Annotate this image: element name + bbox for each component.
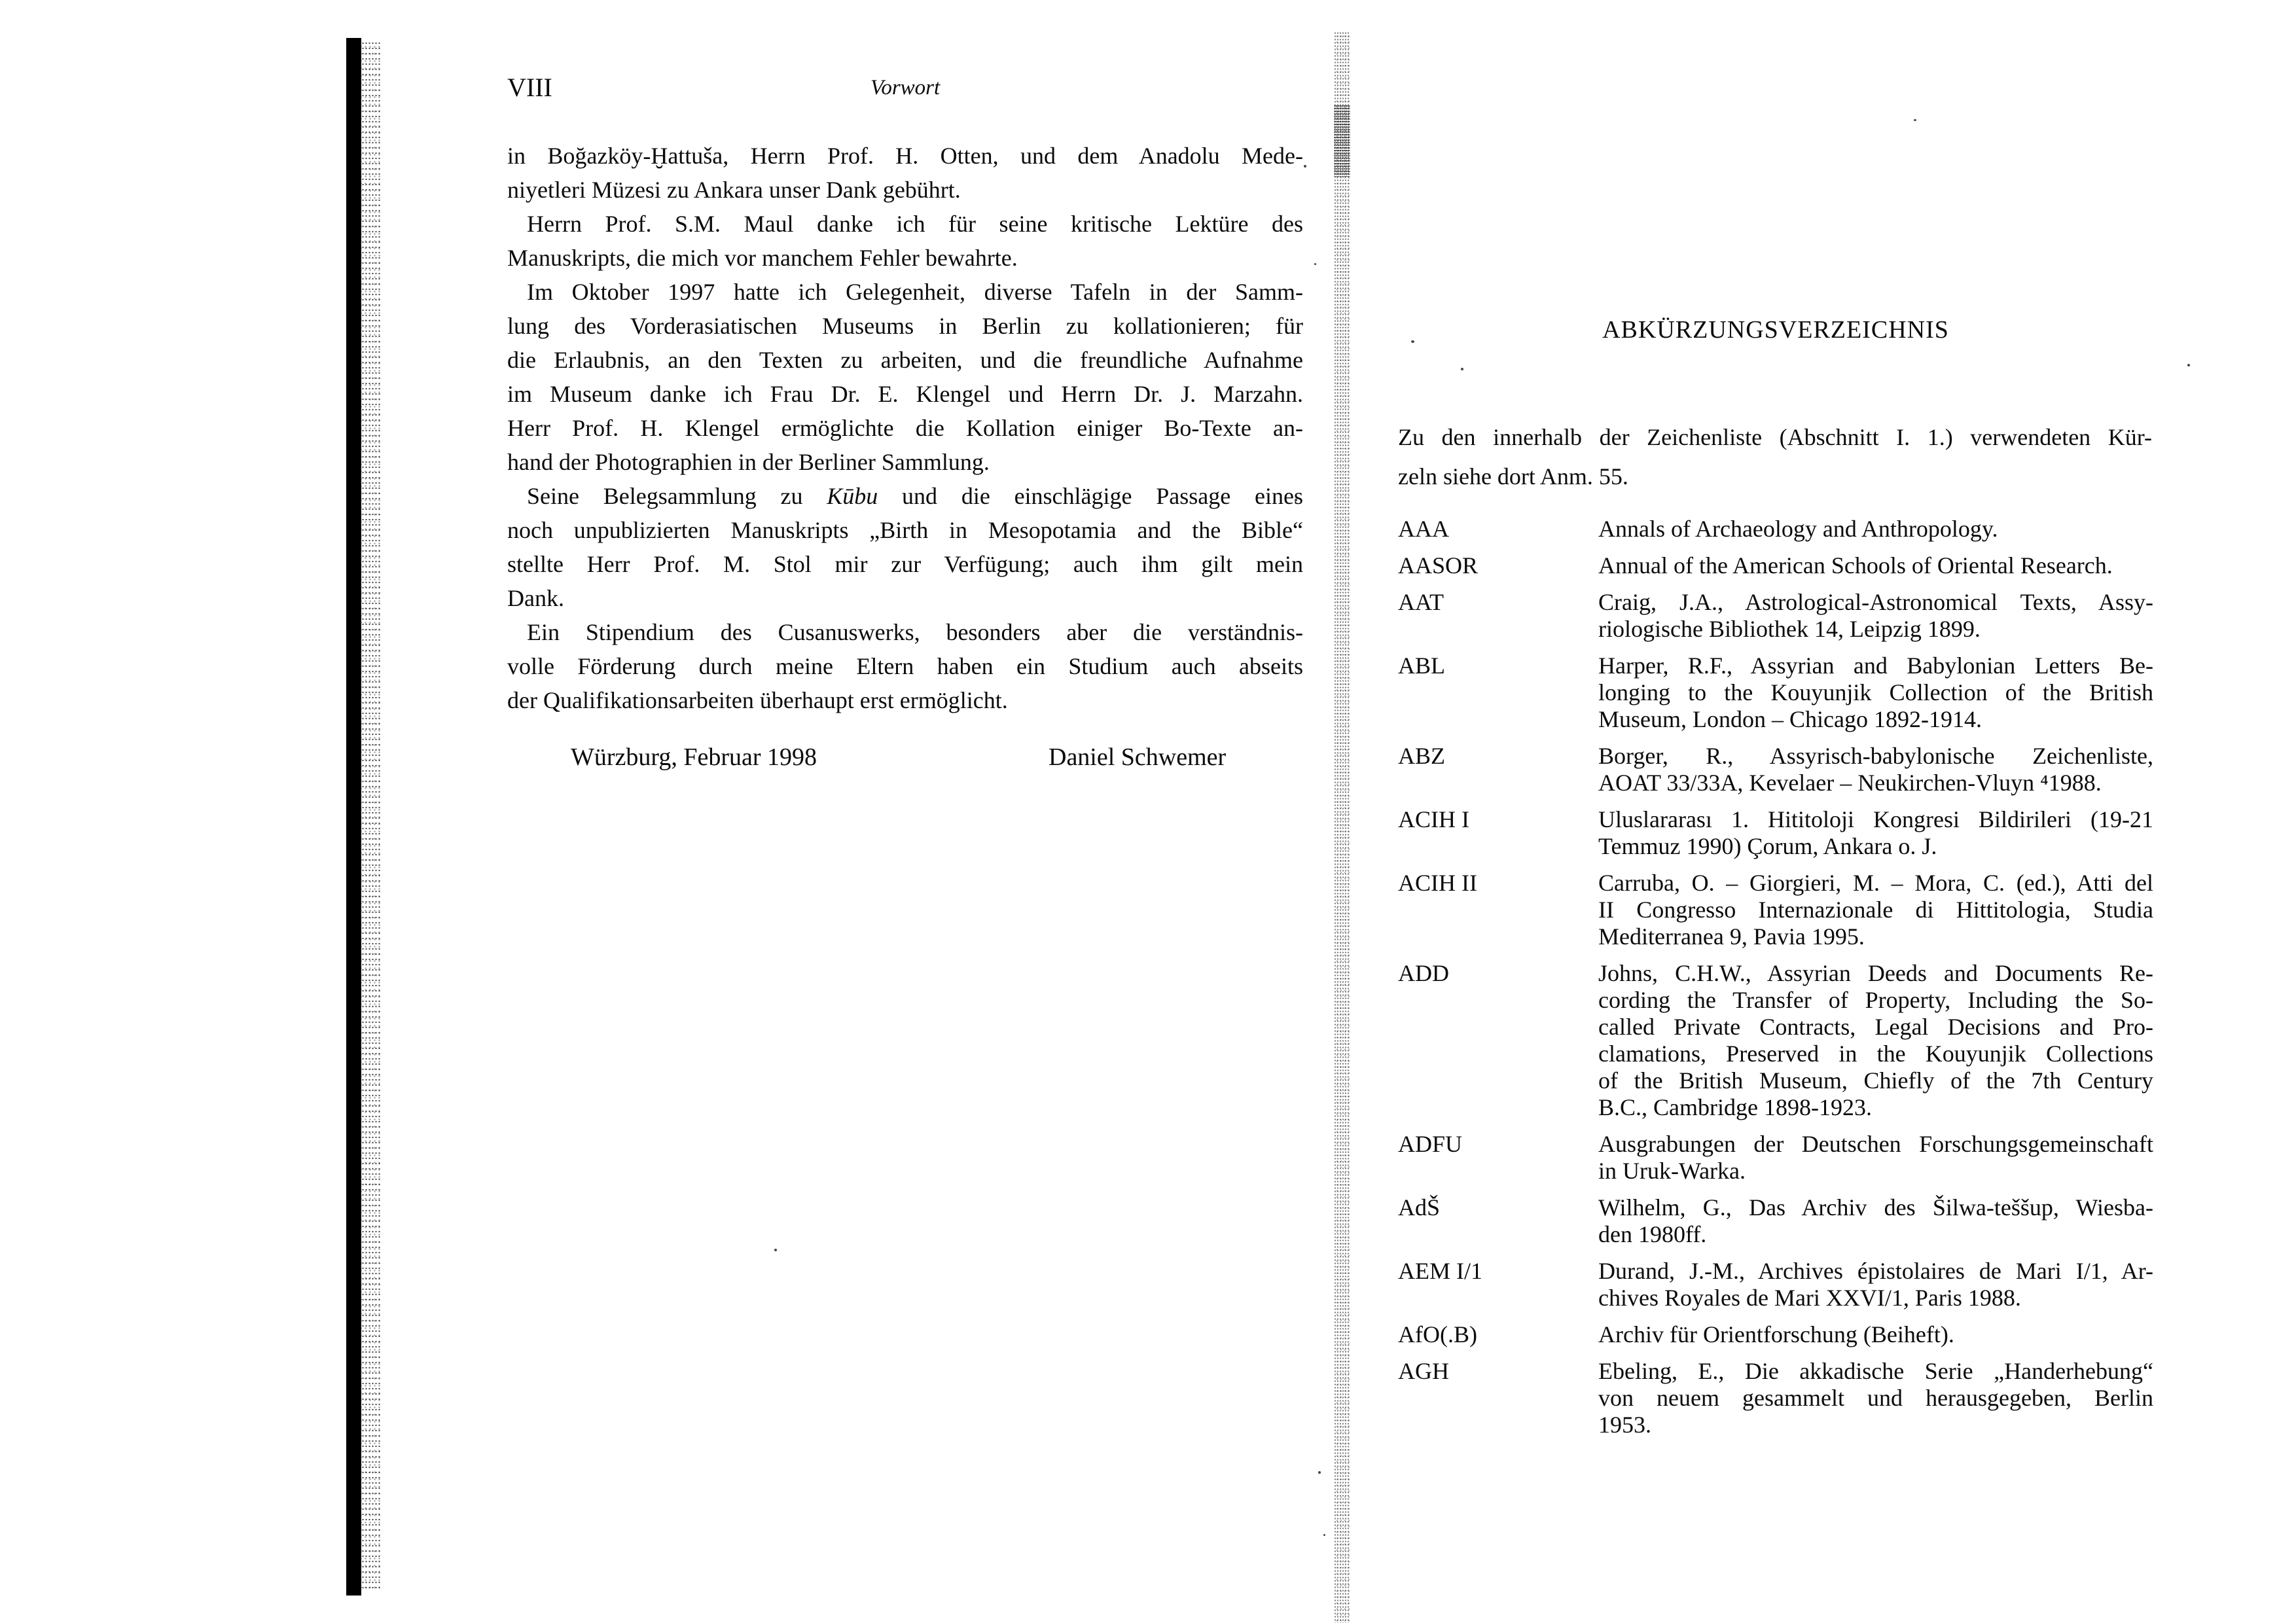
- abbreviation-definition: [1598, 1321, 2153, 1348]
- abbreviation-definition: [1598, 1258, 2153, 1311]
- text-line: Ein Stipendium des Cusanuswerks, besonders aber die verständnis-: [527, 619, 1303, 645]
- abbreviation-entry: [1398, 552, 2153, 579]
- abbreviation-definition: [1598, 960, 2153, 1121]
- abbreviation-definition: [1598, 589, 2153, 643]
- abbreviation-entry: [1398, 1131, 2153, 1185]
- text-line: in Boğazköy-Ḫattuša, Herrn Prof. H. Otten, und dem Anadolu Mede-: [507, 143, 1303, 169]
- text-line: AOAT 33/33A, Kevelaer – Neukirchen-Vluyn ⁴1988.: [1598, 770, 2102, 796]
- abbreviation-definition: [1598, 743, 2153, 796]
- signature-author: Daniel Schwemer: [1049, 743, 1227, 771]
- text-segment: und die einschlägige Passage eines: [878, 483, 1303, 509]
- abbreviation-entry: [1398, 1358, 2153, 1438]
- text-line: zeln siehe dort Anm. 55.: [1398, 463, 1628, 490]
- abbreviation-label: AGH: [1398, 1358, 1449, 1384]
- text-line: Carruba, O. – Giorgieri, M. – Mora, C. (ed.), Atti del: [1598, 870, 2153, 896]
- book-spine-shadow-fringe: [361, 41, 381, 1592]
- abbreviation-label: AdŠ: [1398, 1194, 1441, 1221]
- text-line: cording the Transfer of Property, Including the So-: [1598, 987, 2153, 1013]
- paragraph: [507, 479, 1303, 615]
- text-line: lung des Vorderasiatischen Museums in Berlin zu kollationieren; für: [507, 313, 1303, 339]
- abbreviation-entry: [1398, 516, 2153, 543]
- abbreviation-entry: [1398, 743, 2153, 796]
- scan-speck: [1461, 368, 1463, 370]
- text-line: von neuem gesammelt und herausgegeben, Berlin: [1598, 1385, 2153, 1411]
- text-line: Archiv für Orientforschung (Beiheft).: [1598, 1321, 1954, 1347]
- abbreviation-label: AASOR: [1398, 552, 1479, 579]
- text-line: Manuskripts, die mich vor manchem Fehler bewahrte.: [507, 245, 1018, 271]
- text-line: in Uruk-Warka.: [1598, 1158, 1746, 1184]
- vorwort-body-text: [507, 139, 1303, 717]
- abbreviation-entry: [1398, 1321, 2153, 1348]
- abbreviation-definition: [1598, 870, 2153, 950]
- left-page-vorwort: [507, 72, 1303, 771]
- abbreviation-entry: [1398, 1194, 2153, 1248]
- abbreviation-definition: [1598, 552, 2153, 579]
- text-line: die Erlaubnis, an den Texten zu arbeiten, und die freundliche Aufnahme: [507, 347, 1303, 373]
- text-line: Johns, C.H.W., Assyrian Deeds and Documents Re-: [1598, 960, 2153, 986]
- abbreviation-label: AAA: [1398, 516, 1449, 542]
- running-head: Vorwort: [870, 76, 941, 99]
- text-line: 1953.: [1598, 1412, 1651, 1438]
- text-line: II Congresso Internazionale di Hittitologia, Studia: [1598, 897, 2153, 923]
- abbreviation-entry: [1398, 1258, 2153, 1311]
- left-page-header: [507, 72, 1303, 106]
- abbreviation-label: ABZ: [1398, 743, 1445, 769]
- scan-speck: [1323, 1534, 1325, 1536]
- intro-paragraph: [1398, 418, 2152, 496]
- text-line: riologische Bibliothek 14, Leipzig 1899.: [1598, 616, 1981, 642]
- abbreviation-label: ACIH II: [1398, 870, 1477, 896]
- abbreviation-entry: [1398, 960, 2153, 1121]
- abbreviation-label: ABL: [1398, 652, 1445, 679]
- text-line: Annals of Archaeology and Anthropology.: [1598, 516, 1998, 542]
- text-line: noch unpublizierten Manuskripts „Birth in Mesopotamia and the Bible“: [507, 517, 1303, 543]
- text-line: [507, 479, 1303, 513]
- abbreviation-definition: [1598, 1358, 2153, 1438]
- text-line: Ausgrabungen der Deutschen Forschungsgemeinschaft: [1598, 1131, 2153, 1157]
- abbreviation-entry: [1398, 589, 2153, 643]
- abbreviation-definition: [1598, 1194, 2153, 1248]
- abbreviation-label: AfO(.B): [1398, 1321, 1477, 1347]
- text-line: clamations, Preserved in the Kouyunjik Collections: [1598, 1041, 2153, 1067]
- abbreviation-list: [1398, 516, 2153, 1448]
- text-line: stellte Herr Prof. M. Stol mir zur Verfügung; auch ihm gilt mein: [507, 551, 1303, 577]
- text-line: Wilhelm, G., Das Archiv des Šilwa-teššup, Wiesba-: [1598, 1194, 2153, 1221]
- abbreviation-definition: [1598, 806, 2153, 860]
- scan-speck: [1314, 263, 1316, 265]
- text-line: niyetleri Müzesi zu Ankara unser Dank gebührt.: [507, 177, 961, 203]
- abbreviation-entry: [1398, 806, 2153, 860]
- paragraph: [507, 275, 1303, 479]
- text-line: Uluslararası 1. Hititoloji Kongresi Bildirileri (19-21: [1598, 806, 2153, 832]
- text-line: Dank.: [507, 585, 564, 611]
- abbreviation-label: ADD: [1398, 960, 1449, 986]
- paragraph: [507, 615, 1303, 717]
- scan-speck: [1304, 165, 1306, 168]
- signature-place-date: Würzburg, Februar 1998: [571, 743, 817, 771]
- page-title: ABKÜRZUNGSVERZEICHNIS: [1602, 316, 1949, 344]
- text-line: B.C., Cambridge 1898-1923.: [1598, 1094, 1872, 1120]
- text-line: chives Royales de Mari XXVI/1, Paris 1988.: [1598, 1285, 2021, 1311]
- text-line: Temmuz 1990) Çorum, Ankara o. J.: [1598, 833, 1937, 859]
- text-line: Borger, R., Assyrisch-babylonische Zeichenliste,: [1598, 743, 2153, 769]
- page-gutter-streak: [1334, 31, 1350, 1623]
- page-gutter-dark-patch: [1334, 105, 1350, 177]
- text-line: im Museum danke ich Frau Dr. E. Klengel und Herrn Dr. J. Marzahn.: [507, 381, 1303, 407]
- text-line: Museum, London – Chicago 1892-1914.: [1598, 706, 1982, 732]
- scan-speck: [1318, 1471, 1321, 1474]
- text-line: Im Oktober 1997 hatte ich Gelegenheit, diverse Tafeln in der Samm-: [527, 279, 1303, 305]
- abbreviation-label: ACIH I: [1398, 806, 1469, 832]
- text-line: Zu den innerhalb der Zeichenliste (Abschnitt I. 1.) verwendeten Kür-: [1398, 424, 2152, 450]
- text-line: Durand, J.-M., Archives épistolaires de Mari I/1, Ar-: [1598, 1258, 2153, 1284]
- paragraph: [507, 139, 1303, 207]
- book-spine-shadow-bar: [346, 38, 361, 1596]
- abbreviation-label: AAT: [1398, 589, 1444, 615]
- text-line: Herrn Prof. S.M. Maul danke ich für seine kritische Lektüre des: [527, 211, 1303, 237]
- text-line: of the British Museum, Chiefly of the 7th Century: [1598, 1067, 2153, 1094]
- abbreviation-definition: [1598, 1131, 2153, 1185]
- text-line: Annual of the American Schools of Oriental Research.: [1598, 552, 2113, 579]
- page-number: VIII: [507, 73, 552, 102]
- text-line: Mediterranea 9, Pavia 1995.: [1598, 923, 1865, 950]
- abbreviation-definition: [1598, 516, 2153, 543]
- text-line: Craig, J.A., Astrological-Astronomical Texts, Assy-: [1598, 589, 2153, 615]
- text-line: der Qualifikationsarbeiten überhaupt erst ermöglicht.: [507, 687, 1008, 713]
- signature-row: [507, 743, 1303, 776]
- abbreviation-entry: [1398, 652, 2153, 733]
- text-line: Herr Prof. H. Klengel ermöglichte die Kollation einiger Bo-Texte an-: [507, 415, 1303, 441]
- scan-speck: [1914, 119, 1916, 121]
- text-line: volle Förderung durch meine Eltern haben ein Studium auch abseits: [507, 653, 1303, 679]
- text-line: hand der Photographien in der Berliner Sammlung.: [507, 449, 990, 475]
- text-line: longing to the Kouyunjik Collection of the British: [1598, 679, 2153, 705]
- text-segment: Seine Belegsammlung zu: [527, 483, 827, 509]
- abbreviation-entry: [1398, 870, 2153, 950]
- right-page-abbreviations: [1398, 315, 2153, 1438]
- text-line: called Private Contracts, Legal Decisions and Pro-: [1598, 1014, 2153, 1040]
- abbreviation-label: ADFU: [1398, 1131, 1463, 1157]
- italic-term: Kūbu: [827, 483, 878, 509]
- text-line: den 1980ff.: [1598, 1221, 1707, 1247]
- text-line: Harper, R.F., Assyrian and Babylonian Letters Be-: [1598, 652, 2153, 679]
- abbreviation-definition: [1598, 652, 2153, 733]
- scan-speck: [774, 1249, 777, 1251]
- scan-speck: [2187, 364, 2190, 366]
- paragraph: [507, 207, 1303, 275]
- abbreviation-label: AEM I/1: [1398, 1258, 1482, 1284]
- text-line: Ebeling, E., Die akkadische Serie „Handerhebung“: [1598, 1358, 2153, 1384]
